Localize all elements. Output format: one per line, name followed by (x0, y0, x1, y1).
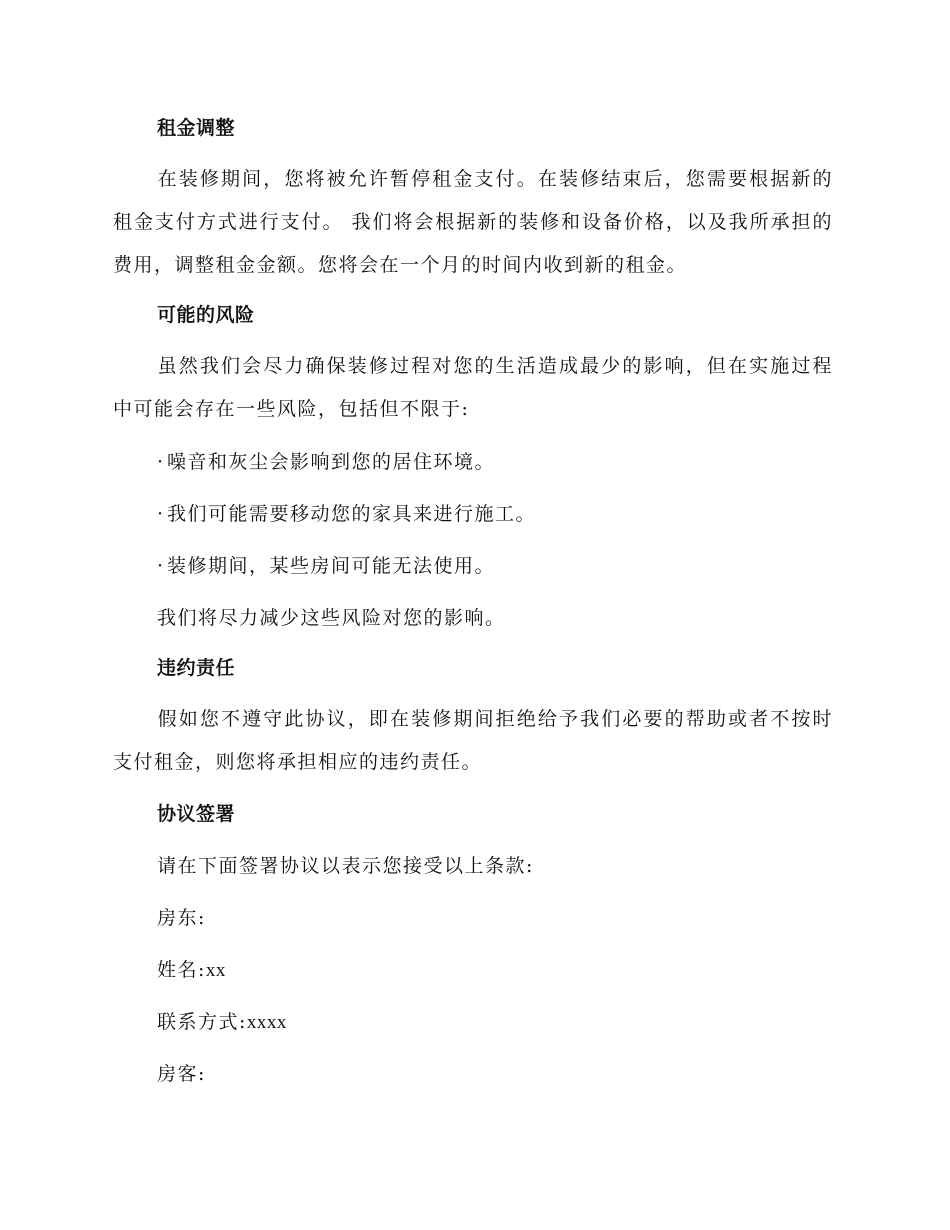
landlord-label: 房东: (157, 907, 206, 929)
bullet-text: 噪音和灰尘会影响到您的居住环境。 (167, 451, 496, 473)
section-heading-risk: 可能的风险 (157, 304, 255, 326)
bullet-item (157, 450, 495, 474)
section-heading-breach: 违约责任 (157, 657, 236, 679)
bullet-item (157, 554, 495, 578)
paragraph-rent-text: 在装修期间，您将被允许暂停租金支付。在装修结束后，您需要根据新的租金支付方式进行支付。 我们将会根据新的装修和设备价格，以及我所承担的费用，调整租金金额。您将会在一个月的时间内收到新的租金。 (113, 168, 833, 276)
name-label: 姓名: (157, 959, 206, 981)
bullet-dot-icon: · (157, 503, 165, 525)
bullet-text: 我们可能需要移动您的家具来进行施工。 (167, 503, 537, 525)
bullet-dot-icon: · (157, 555, 165, 577)
contact-value: xxxx (246, 1012, 287, 1033)
paragraph-risk (113, 345, 833, 431)
section-heading-signing: 协议签署 (157, 803, 236, 825)
bullet-dot-icon: · (157, 451, 165, 473)
risk-closing-text: 我们将尽力减少这些风险对您的影响。 (157, 607, 506, 629)
bullet-item (157, 502, 536, 526)
section-heading-rent: 租金调整 (157, 117, 236, 139)
paragraph-breach (113, 698, 833, 784)
name-value: xx (205, 960, 226, 981)
paragraph-risk-text: 虽然我们会尽力确保装修过程对您的生活造成最少的影响，但在实施过程中可能会存在一些风险，包括但不限于: (113, 355, 833, 420)
paragraph-rent (113, 158, 833, 287)
contact-label: 联系方式: (157, 1011, 247, 1033)
signing-intro-text: 请在下面签署协议以表示您接受以上条款: (157, 855, 534, 877)
name-row (157, 958, 226, 983)
tenant-label: 房客: (157, 1063, 206, 1085)
bullet-text: 装修期间，某些房间可能无法使用。 (167, 555, 496, 577)
paragraph-breach-text: 假如您不遵守此协议，即在装修期间拒绝给予我们必要的帮助或者不按时支付租金，则您将承担相应的违约责任。 (113, 708, 833, 773)
contact-row (157, 1010, 287, 1035)
